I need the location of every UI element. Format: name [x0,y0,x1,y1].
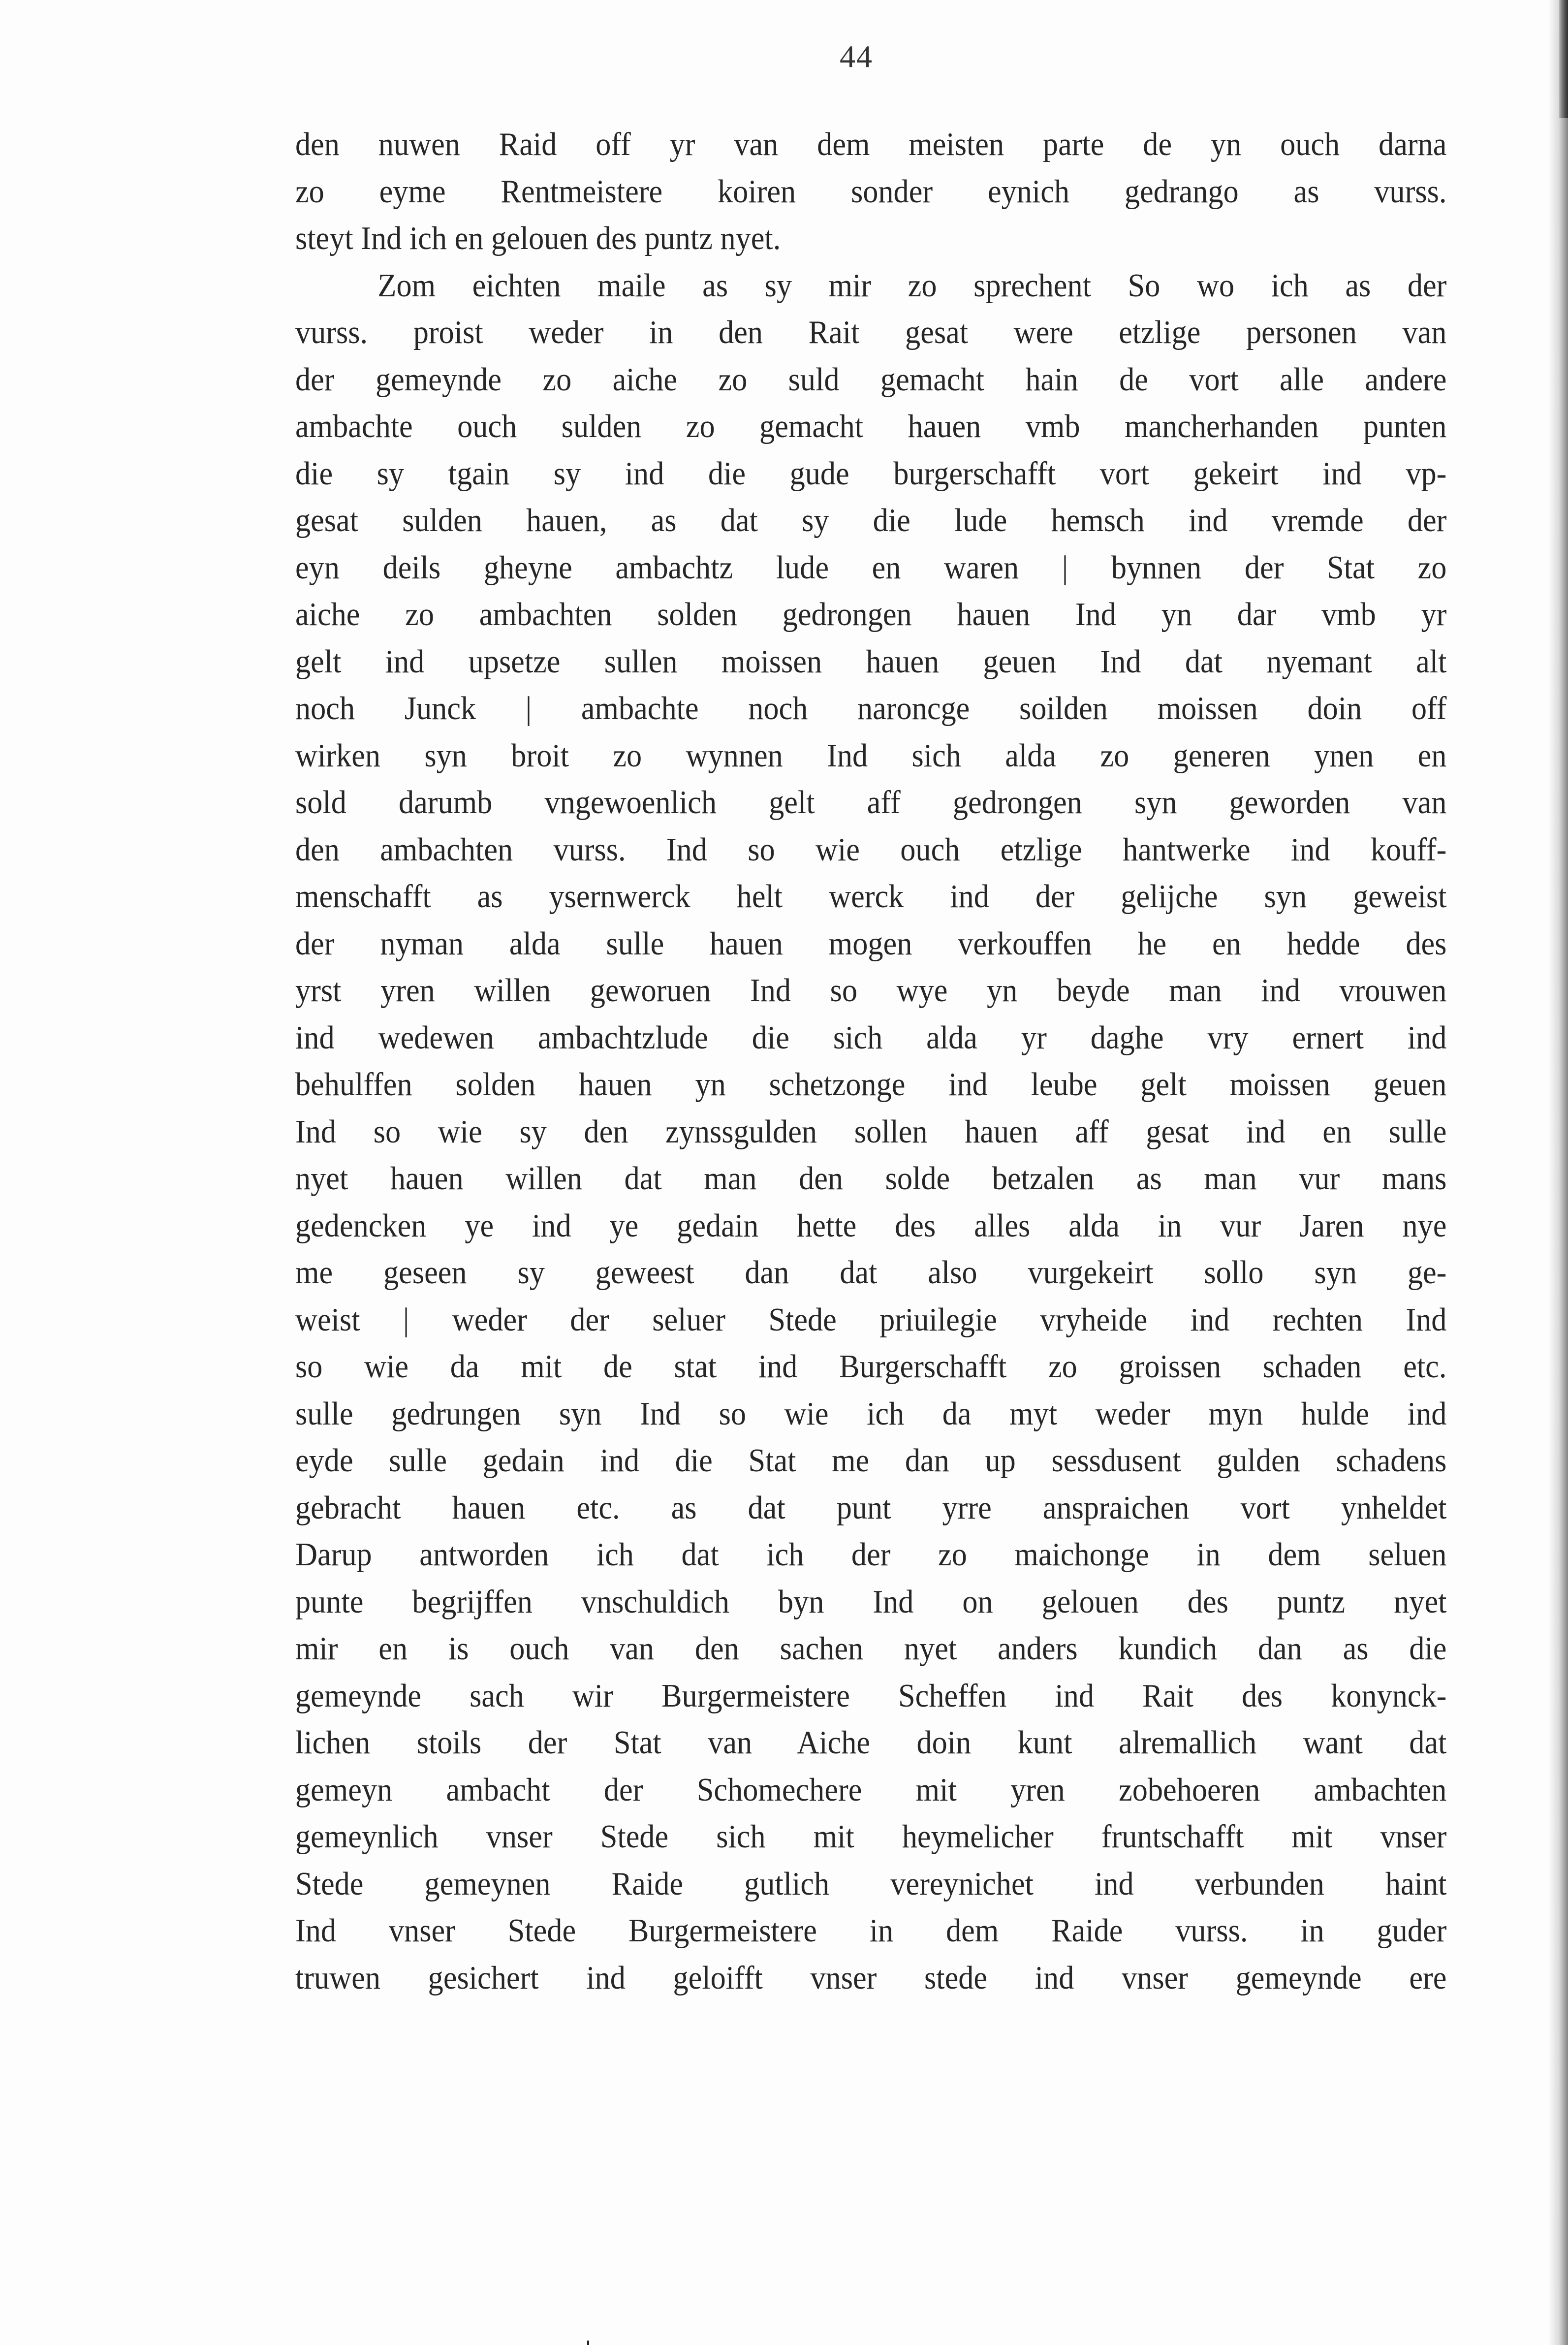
text-line: noch Junck | ambachte noch naroncge soilden moissen doin off [295,690,1447,727]
text-line: lichen stoils der Stat van Aiche doin kunt alremallich want dat [295,1724,1447,1761]
text-line: yrst yren willen geworuen Ind so wye yn beyde man ind vrouwen [295,972,1447,1009]
text-line: mir en is ouch van den sachen nyet anders kundich dan as die [295,1630,1447,1667]
text-line: Ind so wie sy den zynssgulden sollen hauen aff gesat ind en sulle [295,1113,1447,1150]
page-edge-shadow [1548,0,1568,2345]
text-line: me geseen sy geweest dan dat also vurgekeirt sollo syn ge- [295,1254,1447,1291]
text-line: sold darumb vngewoenlich gelt aff gedrongen syn geworden van [295,784,1447,821]
text-line: wirken syn broit zo wynnen Ind sich alda zo generen ynen en [295,737,1447,774]
text-line: behulffen solden hauen yn schetzonge ind leube gelt moissen geuen [295,1066,1447,1103]
text-line: ambachte ouch sulden zo gemacht hauen vmb mancherhanden punten [295,408,1447,444]
text-line: steyt Ind ich en gelouen des puntz nyet. [295,220,781,256]
text-line: Stede gemeynen Raide gutlich vereynichet ind verbunden haint [295,1865,1447,1902]
text-line: aiche zo ambachten solden gedrongen hauen Ind yn dar vmb yr [295,596,1447,633]
text-line: eyn deils gheyne ambachtz lude en waren | bynnen der Stat zo [295,549,1447,586]
text-line: vurss. proist weder in den Rait gesat were etzlige personen van [295,314,1447,350]
text-line: menschafft as ysernwerck helt werck ind der gelijche syn geweist [295,878,1447,915]
text-line: gemeynde sach wir Burgermeistere Scheffen ind Rait des konynck- [295,1677,1447,1714]
text-line: punte begrijffen vnschuldich byn Ind on gelouen des puntz nyet [295,1583,1447,1620]
text-line: Ind vnser Stede Burgermeistere in dem Raide vurss. in guder [295,1912,1447,1949]
text-line: gelt ind upsetze sullen moissen hauen geuen Ind dat nyemant alt [295,643,1447,680]
text-line: so wie da mit de stat ind Burgerschafft zo groissen schaden etc. [295,1348,1447,1385]
text-line: gemeynlich vnser Stede sich mit heymelicher fruntschafft mit vnser [295,1818,1447,1855]
text-line: der gemeynde zo aiche zo suld gemacht hain de vort alle andere [295,361,1447,398]
text-line: Zom eichten maile as sy mir zo sprechent So wo ich as der [377,267,1447,304]
page-number: 44 [840,39,873,74]
text-line: den nuwen Raid off yr van dem meisten parte de yn ouch darna [295,126,1447,162]
text-line: gebracht hauen etc. as dat punt yrre anspraichen vort ynheldet [295,1489,1447,1526]
text-line: Darup antworden ich dat ich der zo maichonge in dem seluen [295,1536,1447,1573]
text-line: zo eyme Rentmeistere koiren sonder eynich gedrango as vurss. [295,173,1447,210]
text-line: sulle gedrungen syn Ind so wie ich da myt weder myn hulde ind [295,1395,1447,1432]
text-line: weist | weder der seluer Stede priuilegie vryheide ind rechten Ind [295,1301,1447,1338]
text-line: den ambachten vurss. Ind so wie ouch etzlige hantwerke ind kouff- [295,831,1447,868]
text-line: nyet hauen willen dat man den solde betzalen as man vur mans [295,1160,1447,1197]
text-line: gemeyn ambacht der Schomechere mit yren zobehoeren ambachten [295,1771,1447,1808]
text-line: die sy tgain sy ind die gude burgerschafft vort gekeirt ind vp- [295,455,1447,492]
text-line: gesat sulden hauen, as dat sy die lude hemsch ind vremde der [295,502,1447,539]
scan-artifact-mark [587,2341,589,2345]
body-text [295,121,1447,2001]
text-line: truwen gesichert ind geloifft vnser stede ind vnser gemeynde ere [295,1959,1447,1996]
text-line: gedencken ye ind ye gedain hette des alles alda in vur Jaren nye [295,1207,1447,1244]
text-line: der nyman alda sulle hauen mogen verkouffen he en hedde des [295,925,1447,962]
text-line: ind wedewen ambachtzlude die sich alda yr daghe vry ernert ind [295,1019,1447,1056]
text-line: eyde sulle gedain ind die Stat me dan up sessdusent gulden schadens [295,1442,1447,1479]
